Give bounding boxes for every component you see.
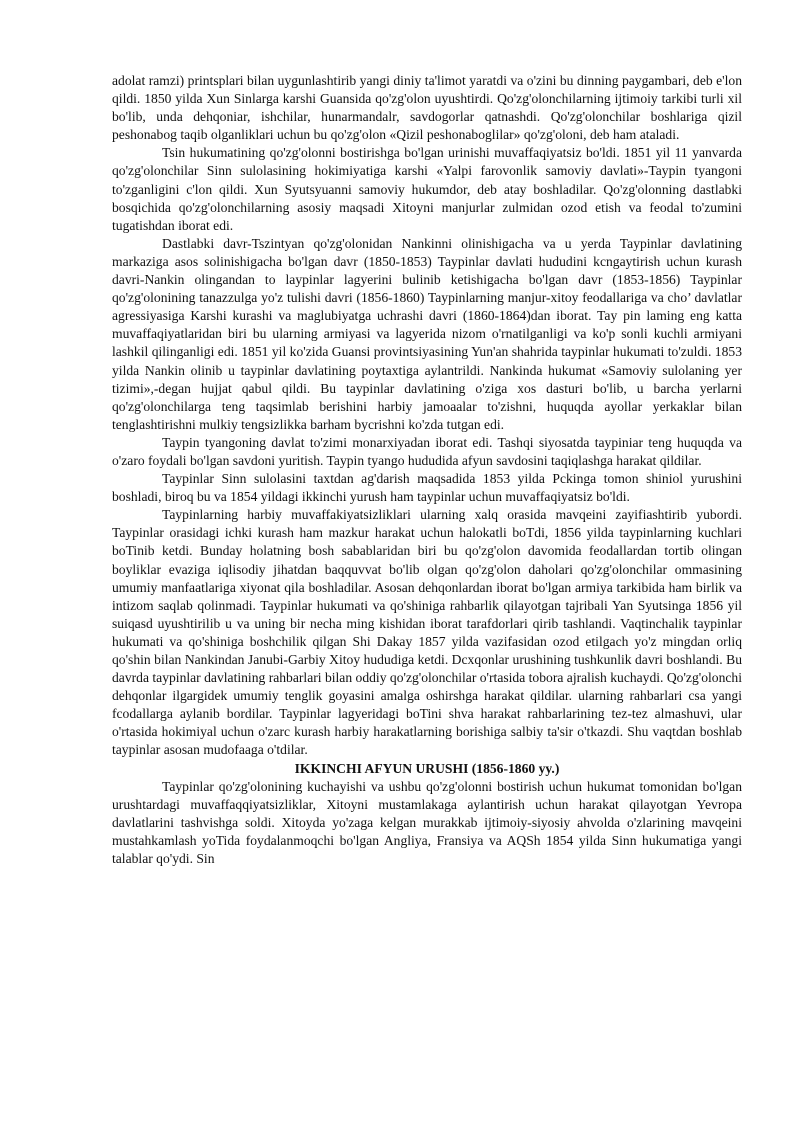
paragraph: Tsin hukumatining qo'zg'olonni bostirishga bo'lgan urinishi muvaffaqiyatsiz bo'ldi. 1851 yil 11 yanvarda qo'zg'olonchilar Sinn sulolasining hokimiyatiga karshi «Yalpi farovonlik samoviy davlati»-Taypin tyangoni to'zganligini c'lon qildi. Xun Syutsyuanni samoviy hukumdor, deb atay boshladilar. Qo'zg'olonning dastlabki bosqichida qo'zg'olonchilarning asosiy maqsadi Xitoyni manjurlar zulmidan ozod etish va feodal to'zumini tugatishdan iborat edi. (112, 145, 742, 233)
paragraph: Dastlabki davr-Tszintyan qo'zg'olonidan Nankinni olinishigacha va u yerda Taypinlar davlatining markaziga asos solinishigacha bo'lgan davr (1850-1853) Taypinlar davlati hududini kcngaytirish uchun kurash davri-Nankin olingandan to laypinlar lagyerini bulinib ketishigacha bo'lgan davr (1853-1856) Taypinlar qo'zg'olonining tanazzulga yo'z tulishi davri (1856-1860) Taypinlarning manjur-xitoy feodallariga va cho’ davlatlar agressiyasiga Karshi kurashi va maglubiyatga uchrashi davri (1860-1864)dan iborat. Tay pin laming eng katta muvaffaqiyatlaridan biri bu ularning armiyasi va lagyerida nizom o'rnatilganligi va ko'p sonli kuchli armiyani lashkil qilinganligi edi. 1851 yil ko'zida Guansi provintsiyasining Yun'an shahrida taypinlar hukumati to'zuldi. 1853 yilda Nankin olinib u taypinlar davlatining poytaxtiga aylantrildi. Nankinda hukumat «Samoviy sulolaning yer tizimi»,-degan hujjat qabul qildi. Bu taypinlar davlatining o'ziga xos dasturi bo'lib, u barcha yerlarni qo'zg'olonchilarga teng taqsimlab berishini harbiy jamoaalar to'zishni, huquqda ayollar yerkaklar bilan tenglashtirishni mulkiy tengsizlikka barham bycrishni ko'zda tutgan edi. (112, 235, 742, 432)
paragraph: Taypinlarning harbiy muvaffakiyatsizliklari ularning xalq orasida mavqeini zayifiashtirib yubordi. Taypinlar orasidagi ichki kurash ham mazkur harakat uchun halokatli boTdi, 1856 yilda taypinlarning kuchlari boTinib ketdi. Bunday holatning bosh sabablaridan biri bu qo'zg'olon davomida feodallardan tortib olingan boyliklar evaziga iqlisodiy jihatdan baqquvvat bo'lib olgan qo'zg'olon daholari qo'zg'olonchilar ommasining umumiy manfaatlariga xiyonat qila boshladilar. Asosan dehqonlardan iborat bo'lgan armiya tarkibida ham birlik va intizom saqlab qolinmadi. Taypinlar hukumati va qo'shiniga rahbarlik qilayotgan tajribali Yan Syutsinga 1856 yil suiqasd uyushtirilib u va uning bir necha ming kishidan iborat tarafdorlari qirib tashlandi. Vaqtinchalik taypinlar hukumati va qo'shiniga boshchilik qilgan Shi Dakay 1857 yilda vazifasidan ozod etilgach yo'z mingdan orliq qo'shin bilan Nankindan Janubi-Garbiy Xitoy hududiga ketdi. Dcxqonlar urushining tushkunlik davri boshlandi. Bu davrda taypinlar davlatining rahbarlari bilan oddiy qo'zg'olonchilar o'rtasida tobora ajralish kuchaydi. Qo'zg'olonchi dehqonlar ilgargidek umumiy tenglik goyasini amalga oshirshga harakat qildilar. ularning rahbarlari csa yangi fcodallarga aylanib bordilar. Taypinlar lagyeridagi boTini shva harakat rahbarlarining tez-tez almashuvi, ular o'rtasida hokimiyal uchun o'zarc kurash harbiy harakatlarning borishiga salbiy ta'sir o'tkazdi. Shu vaqtdan boshlab taypinlar asosan mudofaaga o'tdilar. (112, 507, 742, 758)
paragraph: adolat ramzi) printsplari bilan uygunlashtirib yangi diniy ta'limot yaratdi va o'zini bu dinning paygambari, deb e'lon qildi. 1850 yilda Xun Sinlarga karshi Guansida qo'zg'olon uyushtirdi. Qo'zg'olonchilarning ijtimoiy tarkibi turli xil bo'lib, unda dehqoniar, ishchilar, hunarmandalr, savdogorlar qatnashdi. Qo'zg'olonchilar boshlariga qizil peshonabog taqib olganliklari uchun bu qo'zg'olon «Qizil peshonaboglilar» qo'zg'oloni, deb ham ataladi. (112, 73, 742, 143)
paragraph: Taypinlar qo'zg'olonining kuchayishi va ushbu qo'zg'olonni bostirish uchun hukumat tomonidan bo'lgan urushtardagi muvaffaqqiyatsizliklar, Xitoyni mustamlakaga aylantirish uchun harakat qilayotgan Yevropa davlatlarini tashvishga soldi. Xitoyda yo'zaga kelgan murakkab ijtimoiy-siyosiy ahvolda o'zlarining mavqeini mustahkamlash yoTida foydalanmoqchi bo'lgan Angliya, Fransiya va AQSh 1854 yilda Sinn hukumatiga yangi talablar qo'ydi. Sin (112, 778, 742, 867)
paragraph: Taypin tyangoning davlat to'zimi monarxiyadan iborat edi. Tashqi siyosatda taypiniar teng huquqda va o'zaro foydali bo'lgan savdoni yuritish. Taypin tyango hududida afyun savdosini taqiqlashga harakat qildilar. (112, 434, 742, 468)
document-page (112, 72, 742, 868)
paragraph: Taypinlar Sinn sulolasini taxtdan ag'darish maqsadida 1853 yilda Pckinga tomon shiniol yurushini boshladi, biroq bu va 1854 yildagi ikkinchi yurush ham taypinlar uchun muvaffaqiyatsiz bo'ldi. (112, 471, 742, 505)
section-heading: IKKINCHI AFYUN URUSHI (1856-1860 yy.) (294, 760, 560, 776)
